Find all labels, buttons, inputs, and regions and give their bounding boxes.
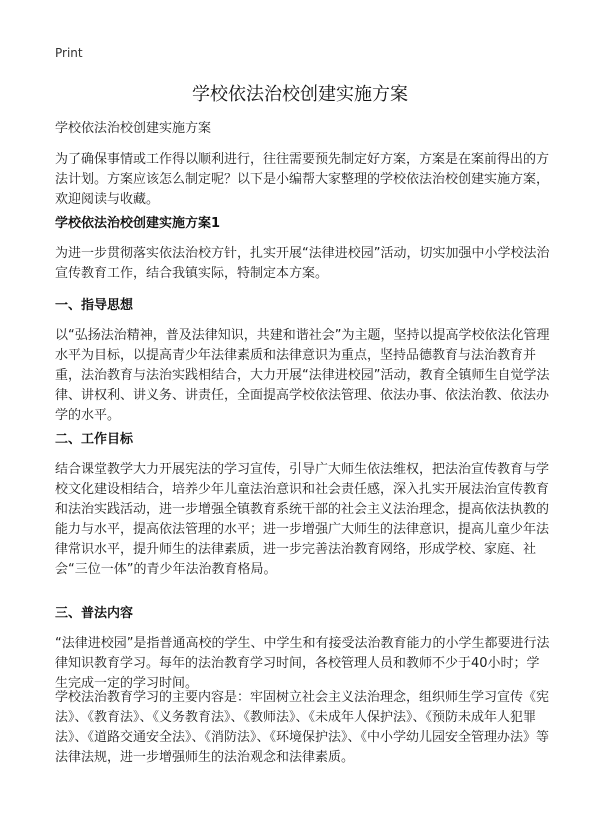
heading-work-goals: 二、工作目标 bbox=[55, 432, 134, 447]
intro-paragraph: 为了确保事情或工作得以顺利进行，往往需要预先制定好方案，方案是在案前得出的方法计划。方案应该怎么制定呢？以下是小编帮大家整理的学校依法治校创建实施方案，欢迎阅读与收藏。 bbox=[55, 152, 550, 207]
paragraph-study-content: 学校法治教育学习的主要内容是：牢固树立社会主义法治理念，组织师生学习宣传《宪法》、《教育法》、《义务教育法》、《教师法》、《未成年人保护法》、《预防未成年人犯罪法》、《道路交通安全法》、《消防法》、《环境保护法》、《中小学幼儿园安全管理办法》等法律法规，进一步增强师生的法治观念和法律素质。 bbox=[55, 690, 550, 765]
section-intro-paragraph: 为进一步贯彻落实依法治校方针，扎实开展“法律进校园”活动，切实加强中小学校法治宣传教育工作，结合我镇实际，特制定本方案。 bbox=[55, 246, 550, 281]
section-title: 学校依法治校创建实施方案1 bbox=[55, 216, 221, 231]
document-subtitle: 学校依法治校创建实施方案 bbox=[55, 121, 212, 136]
print-link[interactable]: Print bbox=[55, 46, 83, 60]
paragraph-guiding-ideology: 以“弘扬法治精神，普及法律知识，共建和谐社会”为主题，坚持以提高学校依法化管理水平为目标，以提高青少年法律素质和法律意识为重点，坚持品德教育与法治教育并重，法治教育与法治实践相结合，大力开展“法律进校园”活动，教育全镇师生自觉学法律、讲权利、讲义务、讲责任，全面提高学校依法管理、依法办事、依法治教、依法办学的水平。 bbox=[55, 328, 550, 423]
paragraph-legal-content: “法律进校园”是指普通高校的学生、中学生和有接受法治教育能力的小学生都要进行法律知识教育学习。每年的法治教育学习时间，各校管理人员和教师不少于40小时；学生完成一定的学习时间。 bbox=[55, 636, 550, 691]
heading-guiding-ideology: 一、指导思想 bbox=[55, 298, 134, 313]
heading-legal-content: 三、普法内容 bbox=[55, 606, 134, 621]
page-title: 学校依法治校创建实施方案 bbox=[192, 84, 408, 105]
paragraph-work-goals: 结合课堂教学大力开展宪法的学习宣传，引导广大师生依法维权，把法治宣传教育与学校文化建设相结合，培养少年儿童法治意识和社会责任感，深入扎实开展法治宣传教育和法治实践活动，进一步增强全镇教育系统干部的社会主义法治理念，提高依法执教的能力与水平，提高依法管理的水平；进一步增强广大师生的法律意识，提高儿童少年法律常识水平，提升师生的法律素质，进一步完善法治教育网络，形成学校、家庭、社会“三位一体”的青少年法治教育格局。 bbox=[55, 462, 550, 577]
